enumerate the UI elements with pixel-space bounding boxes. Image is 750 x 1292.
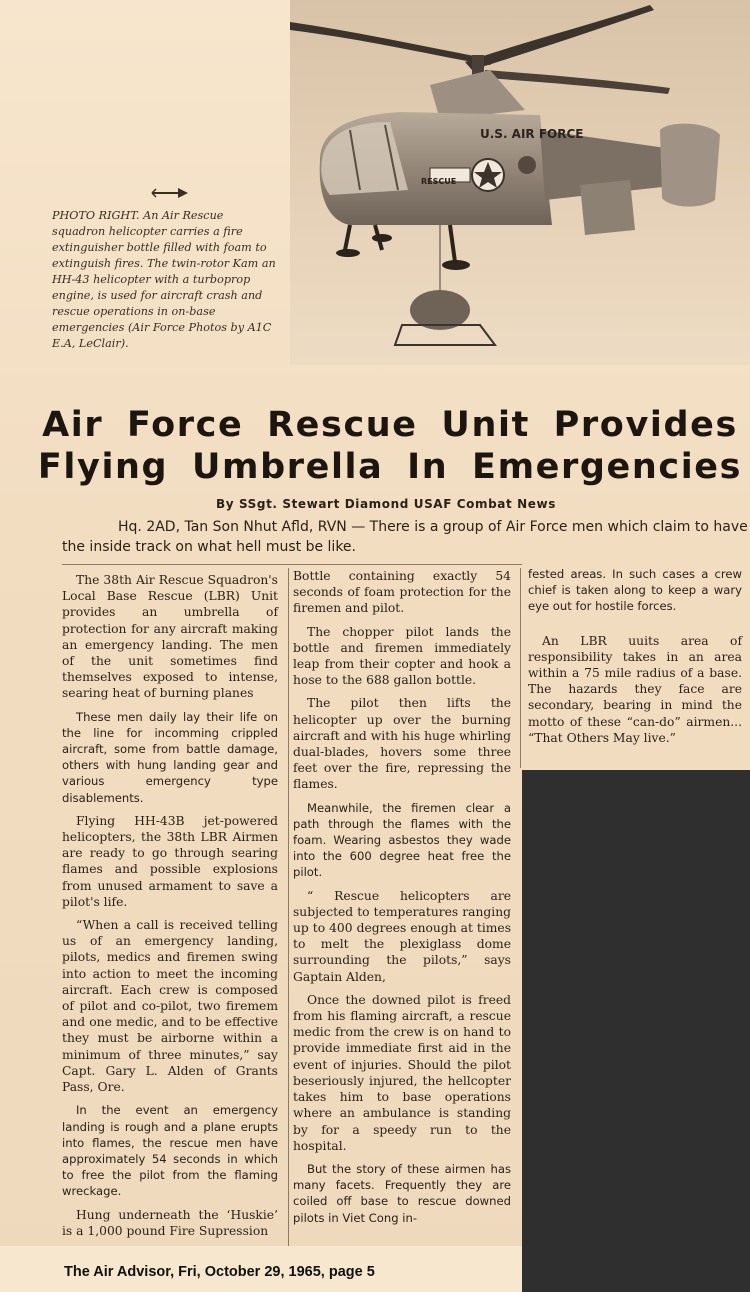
- article-column-3: [528, 566, 742, 753]
- column-divider-2: [520, 568, 521, 768]
- col2-paragraph: The chopper pilot lands the bottle and firemen immediately leap from their copter and hook a hose to the 688 gallon bottle.: [293, 624, 511, 688]
- col2-paragraph: But the story of these airmen has many facets. Frequently they are coiled off base to rescue downed pilots in Viet Cong in-: [293, 1161, 511, 1225]
- door-text: RESCUE: [421, 177, 457, 186]
- headline: [30, 404, 750, 488]
- byline: By SSgt. Stewart Diamond USAF Combat News: [216, 497, 556, 511]
- helicopter-photo: [290, 0, 750, 365]
- headline-line-2: Flying Umbrella In Emergencies: [37, 447, 743, 487]
- col2-paragraph: The pilot then lifts the helicopter up over the burning aircraft and with his huge whirling dual-blades, hovers some three feet over the fire, repressing the flames.: [293, 696, 511, 792]
- col1-paragraph: Flying HH-43B jet-powered helicopters, the 38th LBR Airmen are ready to go through searing flames and possible explosions from unused armament to save a pilot's life.: [62, 813, 278, 909]
- col2-paragraph: Bottle containing exactly 54 seconds of foam protection for the firemen and pilot.: [293, 569, 511, 616]
- fuselage-text: U.S. AIR FORCE: [480, 127, 584, 141]
- col3-paragraph: An LBR uuits area of responsibility takes in an area within a 75 mile radius of a base. The hazards they face are secondary, bearing in mind the motto of these “can-do” airmen... “That Others May live.”: [528, 633, 742, 745]
- col1-paragraph: “When a call is received telling us of an emergency landing, pilots, medics and firemen swing into action to meet the incoming aircraft. Each crew is composed of pilot and co-pilot, two firemem and one medic, and to be effective they must be airborne within a minimum of three minutes,” say Capt. Gary L. Alden of Grants Pass, Ore.: [62, 918, 278, 1095]
- helicopter-illustration: [290, 0, 750, 365]
- col2-paragraph: Once the downed pilot is freed from his flaming aircraft, a rescue medic from the crew is on hand to provide immediate first aid in the event of injuries. Should the pilot beseriously injured, the hellcopter takes him to base operations where an ambulance is standing by for a speedy run to the hospital.: [293, 992, 511, 1153]
- column-divider-1: [288, 568, 289, 1246]
- col2-paragraph: “ Rescue helicopters are subjected to temperatures ranging up to 400 degrees enough at times to melt the plexiglass dome surrounding the pilots,” says Gaptain Alden,: [293, 888, 511, 984]
- col1-paragraph: The 38th Air Rescue Squadron's Local Base Rescue (LBR) Unit provides an umbrella of protection for any aircraft making an emergency landing. The men of the unit sometimes find themselves exposed to intense, searing heat of burning planes: [62, 573, 278, 701]
- source-footer: The Air Advisor, Fri, October 29, 1965, page 5: [64, 1264, 375, 1280]
- headline-line-1: Air Force Rescue Unit Provides: [42, 405, 738, 445]
- col1-paragraph: These men daily lay their life on the line for incomming crippled aircraft, some from battle damage, others with hung landing gear and various emergency type disablements.: [62, 709, 278, 805]
- section-divider: [62, 564, 522, 565]
- col1-paragraph: In the event an emergency landing is rough and a plane erupts into flames, the rescue men have approximately 54 seconds in which to free the pilot from the flaming wreckage.: [62, 1103, 278, 1199]
- col3-paragraph: fested areas. In such cases a crew chief is taken along to keep a wary eye out for hostile forces.: [528, 567, 742, 614]
- arrow-right-icon: [150, 186, 190, 200]
- article-column-1: [62, 572, 278, 1246]
- article-column-2: [293, 568, 511, 1233]
- intro-paragraph: Hq. 2AD, Tan Son Nhut Afld, RVN — There is a group of Air Force men which claim to have the inside track on what hell must be like.: [62, 519, 748, 555]
- col2-paragraph: Meanwhile, the firemen clear a path through the flames with the foam. Wearing asbestos they wade into the 600 degree heat free the pilot.: [293, 800, 511, 880]
- col1-paragraph: Hung underneath the ‘Huskie’ is a 1,000 pound Fire Supression: [62, 1207, 278, 1238]
- photo-caption: PHOTO RIGHT. An Air Rescue squadron helicopter carries a fire extinguisher bottle filled with foam to extinguish fires. The twin-rotor Kam an HH-43 helicopter with a turboprop engine, is used for aircraft crash and rescue operations in on-base emergencies (Air Force Photos by A1C E.A, LeClair).: [52, 209, 276, 350]
- dark-background-area: [522, 770, 750, 1292]
